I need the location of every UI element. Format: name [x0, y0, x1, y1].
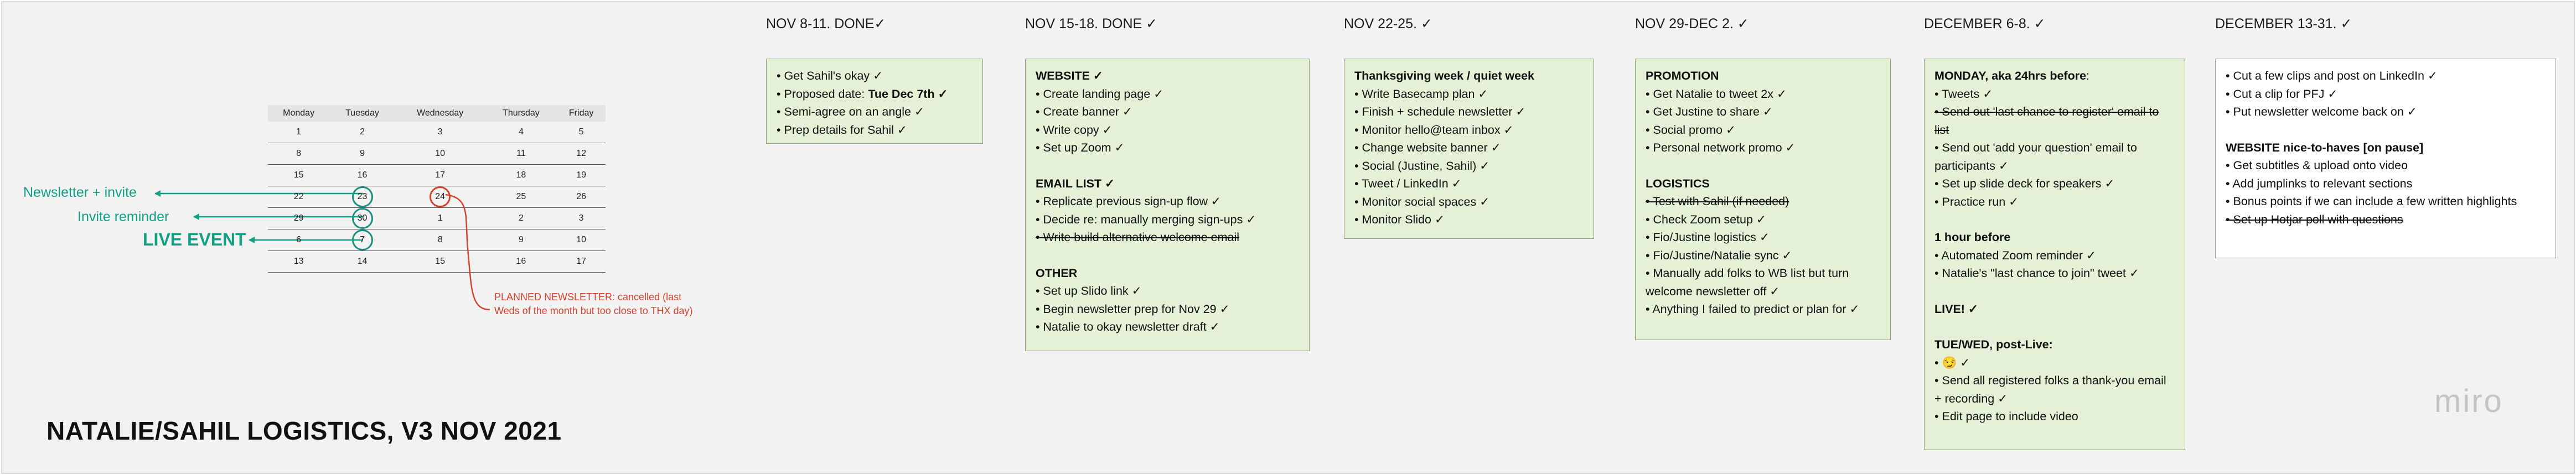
- task-section: [1934, 300, 2175, 319]
- task-item: [2226, 67, 2546, 85]
- calendar-date: 2: [518, 213, 524, 223]
- task-text: • Send out 'add your question' email to participants ✓: [1934, 141, 2137, 173]
- task-item: [1036, 103, 1299, 121]
- task-text: • Create banner ✓: [1036, 105, 1132, 118]
- calendar-day-header: Monday: [268, 105, 329, 122]
- task-item: [1354, 121, 1584, 139]
- task-item: [1934, 85, 2175, 103]
- section-title: [1036, 67, 1299, 85]
- calendar-date: 23: [357, 192, 368, 201]
- task-list: [1934, 85, 2175, 211]
- task-text: • Replicate previous sign-up flow ✓: [1036, 195, 1222, 208]
- calendar-date: 13: [293, 257, 304, 266]
- task-item: [1354, 157, 1584, 175]
- task-section: [1036, 264, 1299, 336]
- calendar-day-header: Wednesday: [395, 105, 485, 122]
- task-item: [2226, 85, 2546, 103]
- task-text: • Write build alternative welcome email: [1036, 231, 1239, 244]
- task-text: • Automated Zoom reminder ✓: [1934, 248, 2097, 262]
- task-section: [1036, 175, 1299, 247]
- task-text: • Proposed date:: [777, 87, 868, 101]
- task-section: [1934, 228, 2175, 283]
- section-title-text: TUE/WED, post-Live:: [1934, 338, 2053, 351]
- task-text: • Cut a clip for PFJ ✓: [2226, 87, 2338, 101]
- week-heading: NOV 15-18. DONE ✓: [1025, 16, 1158, 32]
- section-title-text: EMAIL LIST ✓: [1036, 176, 1115, 190]
- task-item: [1646, 139, 1880, 157]
- task-item: [1646, 247, 1880, 265]
- task-item: [1036, 85, 1299, 103]
- task-text: • Manually add folks to WB list but turn welcome newsletter off ✓: [1646, 267, 1849, 298]
- section-title: [1934, 336, 2175, 354]
- task-section: [1646, 175, 1880, 319]
- task-item: [1036, 300, 1299, 319]
- task-list: [777, 67, 973, 139]
- task-section: [1354, 67, 1584, 229]
- task-text: • Personal network promo ✓: [1646, 141, 1796, 154]
- task-text: • Test with Sahil (if needed): [1646, 195, 1789, 208]
- task-section: [1934, 67, 2175, 211]
- task-item: [2226, 103, 2546, 121]
- task-list: [1934, 247, 2175, 283]
- board-title: NATALIE/SAHIL LOGISTICS, V3 NOV 2021: [46, 416, 562, 445]
- task-item: [1036, 318, 1299, 336]
- calendar-date: 16: [516, 257, 526, 266]
- task-text: • Tweet / LinkedIn ✓: [1354, 177, 1462, 190]
- calendar-date: 1: [437, 213, 443, 223]
- calendar-date: 19: [576, 170, 587, 180]
- task-text: • Anything I failed to predict or plan for ✓: [1646, 302, 1860, 316]
- task-list: [1646, 85, 1880, 157]
- calendar-date: 3: [578, 213, 584, 223]
- task-text: • Set up Slido link ✓: [1036, 284, 1142, 297]
- calendar-date: 1: [296, 127, 302, 137]
- task-item: [777, 85, 973, 103]
- calendar-date: 25: [516, 192, 526, 201]
- task-text: • Monitor Slido ✓: [1354, 213, 1445, 226]
- task-item: [1646, 85, 1880, 103]
- task-text: • Decide re: manually merging sign-ups ✓: [1036, 212, 1256, 226]
- task-item: [1354, 175, 1584, 193]
- task-item: [1646, 228, 1880, 247]
- task-item: [1036, 282, 1299, 300]
- task-text: • Fio/Justine logistics ✓: [1646, 231, 1770, 244]
- newsletter-invite-label: Newsletter + invite: [23, 185, 137, 200]
- task-text: • Bonus points if we can include a few written highlights: [2226, 195, 2517, 208]
- task-text: • Send all registered folks a thank-you email + recording ✓: [1934, 374, 2166, 405]
- miro-logo: miro: [2434, 383, 2503, 419]
- task-text: • Social (Justine, Sahil) ✓: [1354, 159, 1490, 173]
- task-section: [2226, 139, 2546, 229]
- task-item: [1036, 228, 1299, 247]
- task-text: • Get Sahil's okay ✓: [777, 69, 883, 82]
- planned-newsletter-connector: [446, 195, 490, 310]
- task-text: • Semi-agree on an angle ✓: [777, 105, 924, 118]
- section-title-text: 1 hour before: [1934, 231, 2011, 244]
- task-item: [1646, 211, 1880, 229]
- task-text: • Get subtitles & upload onto video: [2226, 159, 2408, 172]
- calendar-date: 5: [578, 127, 584, 137]
- task-text: • Create landing page ✓: [1036, 87, 1164, 101]
- task-section: [777, 67, 973, 139]
- task-text: • Monitor social spaces ✓: [1354, 195, 1490, 208]
- task-sticky-note[interactable]: [1344, 59, 1594, 239]
- calendar-date: 15: [435, 257, 446, 266]
- calendar-date: 30: [357, 213, 368, 223]
- task-text: • Monitor hello@team inbox ✓: [1354, 123, 1514, 137]
- calendar-date: 12: [576, 149, 587, 158]
- calendar-date: 22: [293, 192, 304, 201]
- section-title: [1934, 67, 2175, 85]
- task-text: • Put newsletter welcome back on ✓: [2226, 105, 2417, 118]
- section-title-text: MONDAY, aka 24hrs before: [1934, 69, 2087, 82]
- task-text: • Write Basecamp plan ✓: [1354, 87, 1488, 101]
- task-text: • Write copy ✓: [1036, 123, 1113, 137]
- task-item: [1036, 211, 1299, 229]
- task-list: [1354, 85, 1584, 229]
- task-sticky-note[interactable]: [766, 59, 983, 144]
- task-list: [1036, 192, 1299, 247]
- calendar-date: 11: [516, 149, 526, 158]
- task-item: [1646, 121, 1880, 139]
- task-sticky-note[interactable]: [1635, 59, 1891, 340]
- week-heading: NOV 22-25. ✓: [1344, 16, 1432, 32]
- calendar-date: 10: [576, 235, 587, 244]
- live-event-label: LIVE EVENT: [143, 229, 246, 249]
- task-item: [1354, 103, 1584, 121]
- calendar-date: 14: [357, 257, 368, 266]
- task-item: [2226, 156, 2546, 175]
- calendar-date: 8: [296, 149, 302, 158]
- calendar-date: 26: [576, 192, 587, 201]
- section-title-text: PROMOTION: [1646, 69, 1719, 82]
- task-sticky-note[interactable]: [1924, 59, 2185, 450]
- section-title-text: OTHER: [1036, 266, 1078, 280]
- task-item: [777, 103, 973, 121]
- calendar-date: 18: [516, 170, 526, 180]
- section-title: [1646, 175, 1880, 193]
- section-title: [1646, 67, 1880, 85]
- calendar-date: 16: [357, 170, 368, 180]
- task-item: [1934, 139, 2175, 175]
- calendar-date: 7: [360, 235, 365, 244]
- task-list: [1646, 192, 1880, 319]
- task-item: [2226, 192, 2546, 211]
- task-text: • Set up slide deck for speakers ✓: [1934, 177, 2115, 190]
- section-title: [2226, 139, 2546, 157]
- section-title-text: WEBSITE nice-to-haves [on pause]: [2226, 140, 2424, 154]
- task-item: [1934, 372, 2175, 408]
- task-sticky-note[interactable]: [2215, 59, 2556, 258]
- task-text: • Send out 'last chance to register' email to list: [1934, 105, 2159, 137]
- task-text: • Natalie's "last chance to join" tweet ✓: [1934, 267, 2139, 280]
- task-list: [1036, 85, 1299, 157]
- task-text: • Get Justine to share ✓: [1646, 105, 1773, 118]
- task-text: • Set up Hotjar poll with questions: [2226, 212, 2403, 226]
- task-section: [1036, 67, 1299, 157]
- task-item: [1036, 139, 1299, 157]
- task-item: [1036, 121, 1299, 139]
- calendar-day-header: Thursday: [485, 105, 557, 122]
- task-item: [1934, 175, 2175, 193]
- task-sticky-note[interactable]: [1025, 59, 1310, 351]
- section-title-text: Thanksgiving week / quiet week: [1354, 69, 1534, 82]
- task-item: [1354, 193, 1584, 211]
- calendar-date: 2: [360, 127, 365, 137]
- task-item: [1646, 264, 1880, 300]
- task-section: [1934, 336, 2175, 426]
- calendar-date: 9: [360, 149, 365, 158]
- calendar-date: 17: [435, 170, 446, 180]
- calendar-date: 3: [437, 127, 443, 137]
- section-title-text: LOGISTICS: [1646, 176, 1710, 190]
- task-item: [1646, 192, 1880, 211]
- task-text: • Social promo ✓: [1646, 123, 1736, 137]
- section-title: [1934, 300, 2175, 319]
- task-list: [2226, 67, 2546, 121]
- week-heading: NOV 8-11. DONE✓: [766, 16, 886, 32]
- task-item: [1934, 408, 2175, 426]
- calendar-date: 8: [437, 235, 443, 244]
- task-text: • Finish + schedule newsletter ✓: [1354, 105, 1526, 118]
- task-item: [1354, 139, 1584, 157]
- calendar-date: 6: [296, 235, 302, 244]
- calendar-date: 29: [293, 213, 304, 223]
- calendar-date: 17: [576, 257, 587, 266]
- task-text: • Get Natalie to tweet 2x ✓: [1646, 87, 1787, 101]
- task-item: [777, 121, 973, 139]
- calendar-day-header: Friday: [557, 105, 606, 122]
- calendar-date: 9: [518, 235, 524, 244]
- section-title-suffix: :: [2086, 69, 2090, 82]
- task-list: [1934, 354, 2175, 426]
- task-text: • Add jumplinks to relevant sections: [2226, 176, 2413, 190]
- task-item: [1934, 247, 2175, 265]
- task-text: • Fio/Justine/Natalie sync ✓: [1646, 248, 1792, 262]
- calendar-day-header: Tuesday: [329, 105, 395, 122]
- task-item: [1646, 103, 1880, 121]
- task-list: [2226, 156, 2546, 228]
- task-item: [2226, 175, 2546, 193]
- section-title-text: WEBSITE ✓: [1036, 69, 1103, 82]
- section-title: [1934, 228, 2175, 247]
- invite-reminder-label: Invite reminder: [77, 209, 169, 225]
- task-text: • Cut a few clips and post on LinkedIn ✓: [2226, 69, 2438, 82]
- week-heading: NOV 29-DEC 2. ✓: [1635, 16, 1749, 32]
- section-title-text: LIVE! ✓: [1934, 302, 1978, 316]
- task-section: [2226, 67, 2546, 121]
- task-item: [1036, 192, 1299, 211]
- task-text: • Change website banner ✓: [1354, 141, 1501, 154]
- task-item: [1354, 85, 1584, 103]
- task-item: [1934, 264, 2175, 283]
- task-text: • 😏 ✓: [1934, 356, 1970, 369]
- task-section: [1646, 67, 1880, 157]
- task-text: • Set up Zoom ✓: [1036, 141, 1125, 154]
- task-item: [777, 67, 973, 85]
- week-heading: DECEMBER 6-8. ✓: [1924, 16, 2046, 32]
- week-heading: DECEMBER 13-31. ✓: [2215, 16, 2352, 32]
- calendar-date: 24: [435, 192, 446, 201]
- section-title: [1036, 175, 1299, 193]
- task-text: • Prep details for Sahil ✓: [777, 123, 907, 137]
- section-title: [1036, 264, 1299, 283]
- task-item: [1646, 300, 1880, 319]
- calendar-date: 4: [518, 127, 524, 137]
- calendar-date: 15: [293, 170, 304, 180]
- task-text: • Check Zoom setup ✓: [1646, 212, 1766, 226]
- task-item: [1934, 193, 2175, 211]
- planned-newsletter-note: PLANNED NEWSLETTER: cancelled (last Weds of the month but too close to THX day): [494, 291, 693, 316]
- task-item: [2226, 211, 2546, 229]
- task-text: • Edit page to include video: [1934, 410, 2078, 423]
- task-text: • Practice run ✓: [1934, 195, 2019, 208]
- task-text: • Natalie to okay newsletter draft ✓: [1036, 320, 1220, 333]
- task-list: [1036, 282, 1299, 336]
- task-emphasis: Tue Dec 7th ✓: [868, 87, 948, 101]
- task-item: [1354, 211, 1584, 229]
- task-item: [1934, 354, 2175, 372]
- section-title: [1354, 67, 1584, 85]
- task-text: • Tweets ✓: [1934, 87, 1993, 101]
- task-item: [1934, 103, 2175, 139]
- task-text: • Begin newsletter prep for Nov 29 ✓: [1036, 302, 1230, 316]
- calendar-date: 10: [435, 149, 446, 158]
